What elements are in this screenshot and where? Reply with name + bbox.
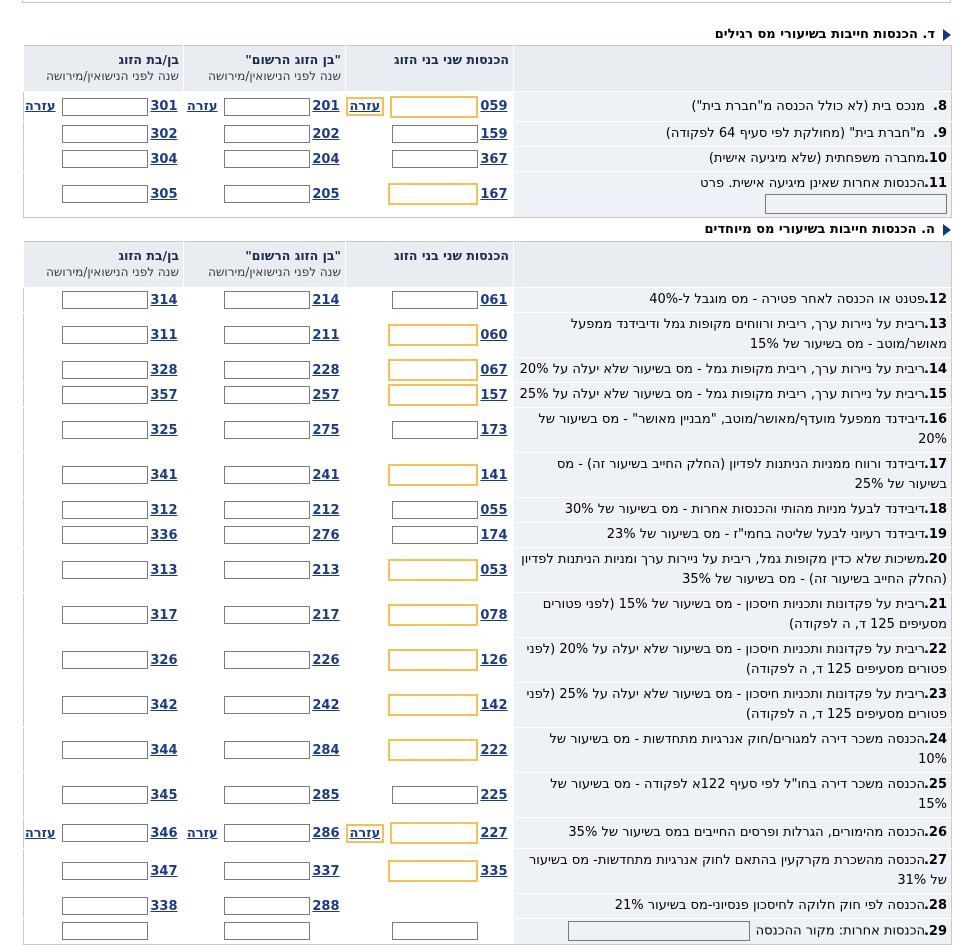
amount-input[interactable] [392,125,478,143]
row-label: דיבידנד רעיוני לבעל שליטה בחמי"ז - מס בשיעור של 23% [606,527,925,542]
field-code-link[interactable]: 142 [480,697,508,713]
amount-input[interactable] [388,604,478,626]
amount-input[interactable] [224,786,310,804]
amount-input[interactable] [388,183,478,205]
row-label: הכנסה משכר דירה למגורים/חוק אנרגיות מתחדשות - מס בשיעור של 10% [549,732,947,767]
amount-input[interactable] [224,185,310,203]
header-col3: בן/בת הזוג שנה לפני הנישואין/מירושה [24,242,184,288]
header-label-col [514,46,952,92]
field-code-link[interactable]: 336 [150,527,178,543]
row-label: ריבית על פקדונות ותכניות חיסכון - מס בשיעור שלא יעלה על 20% (לפני פטורים מסעיפים 125 ד, ה לפקודה) [526,642,947,677]
amount-input[interactable] [388,324,478,346]
header-label-col [514,242,952,288]
section-h-header-row [24,242,952,288]
field-code-link[interactable]: 357 [150,387,178,403]
amount-input[interactable] [224,386,310,404]
field-code-link[interactable]: 060 [480,327,508,343]
row-label: ריבית על פקדונות ותכניות חיסכון - מס בשיעור של 15% (לפני פטורים מסעיפים 125 ד, ה לפקודה) [542,597,947,632]
table-row: 26.הכנסה מהימורים, הגרלות ופרסים החייבים במס בשיעור של 35% 227 עזרה 286 עזרה 346 עזרה [24,818,952,849]
field-code-link[interactable]: 061 [480,292,508,308]
amount-input[interactable] [392,526,478,544]
table-row: 22.ריבית על פקדונות ותכניות חיסכון - מס בשיעור שלא יעלה על 20% (לפני פטורים מסעיפים 125 ד, ה לפקודה) 126 226 326 [24,638,952,683]
row-label: ריבית על פקדונות ותכניות חיסכון - מס בשיעור שלא יעלה על 25% (לפני פטורים מסעיפים 125 ד, ה לפקודה) [526,687,947,722]
table-row: 11.הכנסות אחרות שאינן מיגיעה אישית. פרט 167 205 305 [24,172,952,218]
row-label: מ"חברת בית" (מחולקת לפי סעיף 64 לפקודה) [665,126,925,141]
amount-input[interactable] [62,862,148,880]
field-code-link[interactable]: 141 [480,467,508,483]
table-row: 27.הכנסה מהשכרת מקרקעין בהתאם לחוק אנרגיות מתחדשות- מס בשיעור של 31% 335 337 347 [24,849,952,894]
amount-input[interactable] [62,526,148,544]
amount-input[interactable] [224,291,310,309]
amount-input[interactable] [62,651,148,669]
table-row: 28.הכנסה לפי חוק חלוקה לחיסכון פנסיוני-מס בשיעור 21% 288 338 [24,894,952,919]
field-code-link[interactable]: 314 [150,292,178,308]
amount-input[interactable] [224,606,310,624]
field-code-link[interactable]: 126 [480,652,508,668]
amount-input[interactable] [224,326,310,344]
amount-input[interactable] [224,361,310,379]
help-link[interactable]: עזרה [346,97,385,116]
amount-input[interactable] [224,561,310,579]
field-code-link[interactable]: 335 [480,863,508,879]
amount-input[interactable] [62,386,148,404]
header-col2: "בן הזוג הרשום" שנה לפני הנישואין/מירושה [184,46,346,92]
field-code-link[interactable]: 227 [480,825,508,841]
table-row: 10.מחברה משפחתית (שלא מיגיעה אישית) 367 204 304 [24,147,952,172]
field-code-link[interactable]: 201 [312,99,340,114]
amount-input[interactable] [224,421,310,439]
amount-input[interactable] [62,561,148,579]
amount-input[interactable] [388,649,478,671]
field-code-link[interactable]: 159 [480,126,508,142]
amount-input[interactable] [224,862,310,880]
field-code-link[interactable]: 302 [150,126,178,142]
field-code-link[interactable]: 257 [312,387,340,403]
row-label: מנכס בית (לא כולל הכנסה מ"חברת בית") [691,98,925,114]
field-code-link[interactable]: 347 [150,863,178,879]
amount-input[interactable] [224,466,310,484]
field-code-link[interactable]: 225 [480,787,508,803]
section-h-title [704,220,951,240]
amount-input[interactable] [62,326,148,344]
amount-input[interactable] [392,150,478,168]
field-code-link[interactable]: 059 [480,99,508,114]
field-code-link[interactable]: 288 [312,898,340,914]
table-row: 23.ריבית על פקדונות ותכניות חיסכון - מס בשיעור שלא יעלה על 25% (לפני פטורים מסעיפים 125 ד, ה לפקודה) 142 242 342 [24,683,952,728]
field-code-link[interactable]: 285 [312,787,340,803]
field-code-link[interactable]: 226 [312,652,340,668]
field-code-link[interactable]: 311 [150,327,178,343]
header-col3: בן/בת הזוג שנה לפני הנישואין/מירושה [24,46,184,92]
field-code-link[interactable]: 345 [150,787,178,803]
row-label: הכנסה מהשכרת מקרקעין בהתאם לחוק אנרגיות מתחדשות- מס בשיעור של 31% [528,853,947,888]
section-h-title-text: ה. הכנסות חייבות בשיעורי מס מיוחדים [704,222,935,237]
table-row: 15.ריבית על ניירות ערך, ריבית מקופות גמל - מס בשיעור שלא יעלה על 25% 157 257 357 [24,383,952,408]
amount-input[interactable] [224,922,310,940]
amount-input[interactable] [224,741,310,759]
amount-input[interactable] [392,291,478,309]
field-code-link[interactable]: 325 [150,422,178,438]
row-label: דיבידנד לבעל מניות מהותי והכנסות אחרות - מס בשיעור של 30% [564,502,925,517]
amount-input[interactable] [62,606,148,624]
table-row: 18.דיבידנד לבעל מניות מהותי והכנסות אחרות - מס בשיעור של 30% 055 212 312 [24,498,952,523]
row-label: ריבית על ניירות ערך, ריבית מקופות גמל - מס בשיעור שלא יעלה על 20% [519,362,925,377]
amount-input[interactable] [388,559,478,581]
field-code-link[interactable]: 174 [480,527,508,543]
table-row: 17.דיבידנד ורווח ממניות הניתנות לפדיון (החלק החייב בשיעור זה) - מס בשיעור של 25% 141 241 341 [24,453,952,498]
row-label: דיבידנד ממפעל מועדף/מאושר/מוטב, "מבניין מאושר" - מס בשיעור של 20% [538,412,947,447]
row-label: הכנסות אחרות שאינן מיגיעה אישית. פרט [700,176,925,191]
table-row: 19.דיבידנד רעיוני לבעל שליטה בחמי"ז - מס בשיעור של 23% 174 276 336 [24,523,952,548]
amount-input[interactable] [62,291,148,309]
amount-input[interactable] [62,150,148,168]
header-col2: "בן הזוג הרשום" שנה לפני הנישואין/מירושה [184,242,346,288]
table-row: 9.מ"חברת בית" (מחולקת לפי סעיף 64 לפקודה) 159 202 302 [24,122,952,147]
amount-input[interactable] [388,694,478,716]
field-code-link[interactable]: 304 [150,151,178,167]
field-code-link[interactable]: 214 [312,292,340,308]
section-d-title [715,25,951,45]
amount-input[interactable] [62,922,148,940]
help-link[interactable]: עזרה [24,99,56,114]
specify-input[interactable] [765,194,947,214]
field-code-link[interactable]: 326 [150,652,178,668]
row-label: משיכות שלא כדין מקופות גמל, ריבית על ניירות ערך ומניות הניתנות לפדיון (החלק החייב בשיעור זה) - מס בשיעור של 35% [521,552,947,587]
field-code-link[interactable]: 275 [312,422,340,438]
table-row: 14.ריבית על ניירות ערך, ריבית מקופות גמל - מס בשיעור שלא יעלה על 20% 067 228 328 [24,358,952,383]
specify-input[interactable] [568,921,750,941]
help-link[interactable]: עזרה [346,824,385,843]
amount-input[interactable] [388,359,478,381]
amount-input[interactable] [224,526,310,544]
table-row: 12.פטנט או הכנסה לאחר פטירה - מס מוגבל ל-40% 061 214 314 [24,288,952,313]
field-code-link[interactable]: 222 [480,742,508,758]
field-code-link[interactable]: 337 [312,863,340,879]
field-code-link[interactable]: 157 [480,387,508,403]
amount-input[interactable] [392,786,478,804]
field-code-link[interactable]: 204 [312,151,340,167]
field-code-link[interactable]: 338 [150,898,178,914]
section-h-table [23,241,952,945]
section-d-title-text: ד. הכנסות חייבות בשיעורי מס רגילים [714,27,935,42]
row-label: הכנסה משכר דירה בחו"ל לפי סעיף 122א לפקודה - מס בשיעור של 15% [550,777,947,812]
help-link[interactable]: עזרה [186,825,218,841]
field-code-link[interactable]: 173 [480,422,508,438]
amount-input[interactable] [224,125,310,143]
amount-input[interactable] [224,897,310,915]
field-code-link[interactable]: 313 [150,562,178,578]
section-d-table [23,45,952,218]
table-row: 25.הכנסה משכר דירה בחו"ל לפי סעיף 122א לפקודה - מס בשיעור של 15% 225 285 345 [24,773,952,818]
field-code-link[interactable]: 228 [312,362,340,378]
field-code-link[interactable]: 213 [312,562,340,578]
field-code-link[interactable]: 078 [480,607,508,623]
section-arrow-icon [943,224,951,236]
row-label: הכנסות אחרות: מקור ההכנסה [755,923,925,939]
amount-input[interactable] [224,824,310,842]
row-label: מחברה משפחתית (שלא מיגיעה אישית) [708,151,925,166]
field-code-link[interactable]: 202 [312,126,340,142]
amount-input[interactable] [224,696,310,714]
field-code-link[interactable]: 344 [150,742,178,758]
amount-input[interactable] [388,739,478,761]
section-arrow-icon [943,29,951,41]
amount-input[interactable] [62,98,148,116]
amount-input[interactable] [62,741,148,759]
amount-input[interactable] [392,501,478,519]
table-row: 20.משיכות שלא כדין מקופות גמל, ריבית על ניירות ערך ומניות הניתנות לפדיון (החלק החייב בשיעור זה) - מס בשיעור של 35% 053 213 313 [24,548,952,593]
field-code-link[interactable]: 241 [312,467,340,483]
table-row: 21.ריבית על פקדונות ותכניות חיסכון - מס בשיעור של 15% (לפני פטורים מסעיפים 125 ד, ה לפקודה) 078 217 317 [24,593,952,638]
field-code-link[interactable]: 346 [150,825,178,841]
amount-input[interactable] [62,466,148,484]
table-row: 24.הכנסה משכר דירה למגורים/חוק אנרגיות מתחדשות - מס בשיעור של 10% 222 284 344 [24,728,952,773]
field-code-link[interactable]: 312 [150,502,178,518]
header-col1: הכנסות שני בני הזוג [346,46,514,92]
row-label: דיבידנד ורווח ממניות הניתנות לפדיון (החלק החייב בשיעור זה) - מס בשיעור של 25% [556,457,947,492]
help-link[interactable]: עזרה [24,825,56,841]
amount-input[interactable] [62,897,148,915]
field-code-link[interactable]: 286 [312,825,340,841]
field-code-link[interactable]: 217 [312,607,340,623]
field-code-link[interactable]: 055 [480,502,508,518]
amount-input[interactable] [390,822,477,844]
table-row: 8.מנכס בית (לא כולל הכנסה מ"חברת בית") 059 עזרה 201 עזרה 301 עזרה [24,92,952,122]
amount-input[interactable] [390,96,477,118]
row-label: פטנט או הכנסה לאחר פטירה - מס מוגבל ל-40% [649,292,925,307]
field-code-link[interactable]: 317 [150,607,178,623]
field-code-link[interactable]: 242 [312,697,340,713]
field-code-link[interactable]: 341 [150,467,178,483]
row-label: הכנסה לפי חוק חלוקה לחיסכון פנסיוני-מס בשיעור 21% [614,898,925,913]
amount-input[interactable] [388,384,478,406]
amount-input[interactable] [388,860,478,882]
header-col1: הכנסות שני בני הזוג [346,242,514,288]
field-code-link[interactable]: 205 [312,186,340,202]
field-code-link[interactable]: 167 [480,186,508,202]
field-code-link[interactable]: 276 [312,527,340,543]
amount-input[interactable] [224,150,310,168]
amount-input[interactable] [62,824,148,842]
row-label: ריבית על ניירות ערך, ריבית מקופות גמל - מס בשיעור שלא יעלה על 25% [519,387,925,402]
amount-input[interactable] [62,696,148,714]
amount-input[interactable] [388,464,478,486]
amount-input[interactable] [62,786,148,804]
row-label: ריבית על ניירות ערך, ריבית ורווחים מקופות גמל ודיבידנד ממפעל מאושר/מוטב - מס בשיעור של 15% [570,317,947,352]
table-row: 16.דיבידנד ממפעל מועדף/מאושר/מוטב, "מבניין מאושר" - מס בשיעור של 20% 173 275 325 [24,408,952,453]
section-d-header-row [24,46,952,92]
amount-input[interactable] [62,421,148,439]
amount-input[interactable] [62,185,148,203]
amount-input[interactable] [224,501,310,519]
amount-input[interactable] [224,98,310,116]
field-code-link[interactable]: 067 [480,362,508,378]
amount-input[interactable] [62,125,148,143]
field-code-link[interactable]: 212 [312,502,340,518]
field-code-link[interactable]: 211 [312,327,340,343]
field-code-link[interactable]: 301 [150,99,178,114]
amount-input[interactable] [62,501,148,519]
amount-input[interactable] [392,922,478,940]
field-code-link[interactable]: 284 [312,742,340,758]
table-row: 13.ריבית על ניירות ערך, ריבית ורווחים מקופות גמל ודיבידנד ממפעל מאושר/מוטב - מס בשיעור של 15% 060 211 311 [24,313,952,358]
field-code-link[interactable]: 342 [150,697,178,713]
help-link[interactable]: עזרה [186,99,218,114]
table-row: 29.הכנסות אחרות: מקור ההכנסה [24,919,952,945]
field-code-link[interactable]: 053 [480,562,508,578]
previous-section-frame [22,0,951,3]
row-label: הכנסה מהימורים, הגרלות ופרסים החייבים במס בשיעור של 35% [568,825,925,840]
field-code-link[interactable]: 367 [480,151,508,167]
amount-input[interactable] [62,361,148,379]
amount-input[interactable] [392,421,478,439]
field-code-link[interactable]: 328 [150,362,178,378]
amount-input[interactable] [224,651,310,669]
field-code-link[interactable]: 305 [150,186,178,202]
